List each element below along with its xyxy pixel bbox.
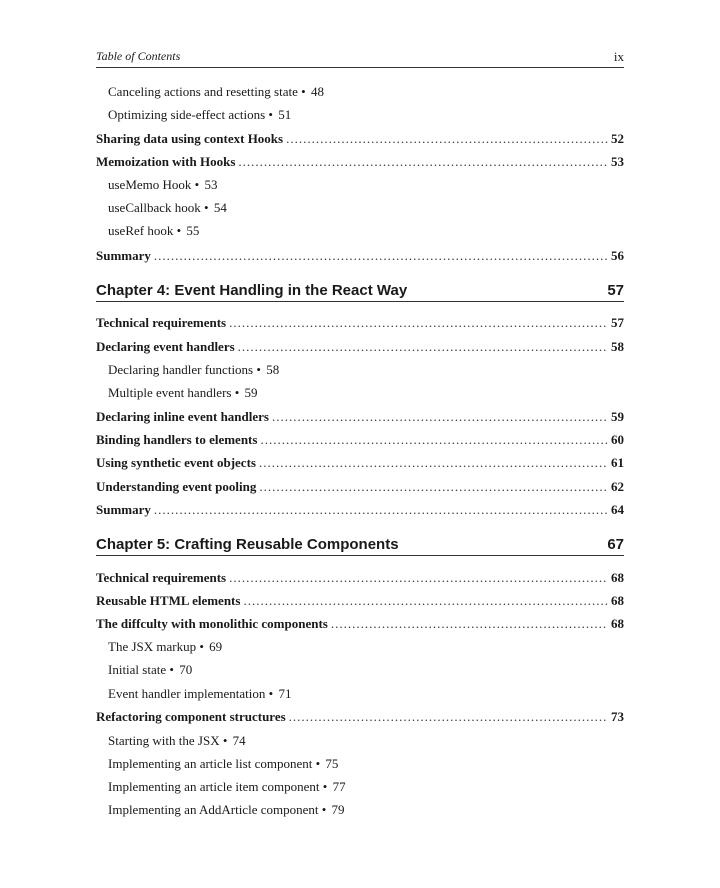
toc-subentry-page: 71 — [278, 686, 292, 701]
bullet-separator: • — [166, 662, 178, 677]
toc-entry-label: Refactoring component structures — [96, 709, 286, 724]
toc-entry[interactable] — [96, 707, 624, 727]
toc-subentry[interactable] — [96, 198, 624, 218]
toc-subentry[interactable] — [96, 82, 624, 102]
dot-leader — [286, 129, 608, 149]
toc-entry[interactable] — [96, 129, 624, 149]
toc-entry[interactable] — [96, 591, 624, 611]
toc-subentry-label: useCallback hook — [108, 200, 201, 215]
toc-entry-label: Sharing data using context Hooks — [96, 131, 284, 146]
toc-subentry-page: 58 — [266, 362, 280, 377]
toc-entry-page: 58 — [611, 339, 624, 354]
toc-entry-label: Understanding event pooling — [96, 479, 257, 494]
toc-subentry[interactable] — [96, 383, 624, 403]
toc-entry-page: 68 — [611, 616, 624, 631]
chapter-title: Chapter 5: Crafting Reusable Components — [96, 536, 399, 553]
toc-subentry-label: Declaring handler functions — [108, 362, 254, 377]
toc-entry[interactable] — [96, 500, 624, 520]
toc-entry-page: 53 — [611, 154, 624, 169]
dot-leader — [154, 500, 608, 520]
toc-subentry[interactable] — [96, 684, 624, 704]
toc-entry-page: 56 — [611, 248, 624, 263]
toc-entry[interactable] — [96, 568, 624, 588]
toc-entry-label: Using synthetic event objects — [96, 455, 256, 470]
toc-subentry-page: 75 — [325, 756, 339, 771]
toc-subentry-label: Multiple event handlers — [108, 385, 232, 400]
toc-entry-page: 59 — [611, 409, 624, 424]
toc-subentry-label: Event handler implementation — [108, 686, 266, 701]
toc-subentry[interactable] — [96, 360, 624, 380]
bullet-separator: • — [265, 686, 277, 701]
toc-entry-page: 60 — [611, 432, 624, 447]
running-header-page-number: ix — [613, 49, 624, 64]
bullet-separator: • — [200, 200, 212, 215]
dot-leader — [289, 707, 608, 727]
toc-subentry[interactable] — [96, 637, 624, 657]
toc-entry-label: Technical requirements — [96, 570, 227, 585]
bullet-separator: • — [265, 107, 277, 122]
toc-subentry-label: Canceling actions and resetting state — [108, 84, 298, 99]
toc-subentry[interactable] — [96, 800, 624, 820]
chapter-title: Chapter 4: Event Handling in the React Way — [96, 282, 408, 299]
toc-entry-page: 62 — [611, 479, 624, 494]
toc-entry-label: Technical requirements — [96, 315, 227, 330]
toc-entry-label: Summary — [96, 502, 151, 517]
toc-entry[interactable] — [96, 614, 624, 634]
chapter-heading[interactable] — [96, 532, 624, 556]
dot-leader — [238, 152, 608, 172]
bullet-separator: • — [318, 802, 330, 817]
toc-subentry-label: Implementing an article list component — [108, 756, 313, 771]
dot-leader — [229, 568, 608, 588]
toc-subentry-label: Implementing an AddArticle component — [108, 802, 319, 817]
toc-entry-page: 52 — [611, 131, 624, 146]
toc-entry-label: Memoization with Hooks — [96, 154, 236, 169]
toc-subentry[interactable] — [96, 221, 624, 241]
toc-entry-page: 57 — [611, 315, 624, 330]
bullet-separator: • — [312, 756, 324, 771]
bullet-separator: • — [297, 84, 309, 99]
toc-entry[interactable] — [96, 430, 624, 450]
running-header-title: Table of Contents — [96, 49, 181, 63]
toc-subentry[interactable] — [96, 105, 624, 125]
toc-subentry-page: 77 — [332, 779, 346, 794]
toc-subentry-label: Optimizing side-effect actions — [108, 107, 266, 122]
toc-entry[interactable] — [96, 337, 624, 357]
toc-subentry[interactable] — [96, 660, 624, 680]
toc-entry[interactable] — [96, 152, 624, 172]
toc-subentry-label: useRef hook — [108, 223, 174, 238]
toc-subentry-label: Initial state — [108, 662, 167, 677]
bullet-separator: • — [253, 362, 265, 377]
bullet-separator: • — [219, 733, 231, 748]
toc-subentry-page: 53 — [204, 177, 218, 192]
toc-entry[interactable] — [96, 453, 624, 473]
toc-subentry-label: useMemo Hook — [108, 177, 192, 192]
chapter-page: 57 — [607, 282, 624, 299]
dot-leader — [238, 337, 608, 357]
toc-entry[interactable] — [96, 477, 624, 497]
dot-leader — [272, 407, 608, 427]
toc-entry-label: Binding handlers to elements — [96, 432, 258, 447]
chapter-page: 67 — [607, 536, 624, 553]
dot-leader — [154, 246, 608, 266]
toc-entry-label: Declaring inline event handlers — [96, 409, 269, 424]
toc-subentry-label: The JSX markup — [108, 639, 197, 654]
toc-entry-page: 64 — [611, 502, 624, 517]
chapter-heading[interactable] — [96, 278, 624, 302]
toc-subentry-page: 55 — [186, 223, 200, 238]
toc-subentry-page: 54 — [213, 200, 227, 215]
toc-entry-page: 61 — [611, 455, 624, 470]
dot-leader — [229, 313, 608, 333]
bullet-separator: • — [173, 223, 185, 238]
toc-subentry-page: 70 — [179, 662, 193, 677]
dot-leader — [259, 477, 608, 497]
toc-subentry-page: 79 — [331, 802, 345, 817]
toc-entry-label: Summary — [96, 248, 151, 263]
toc-subentry-label: Starting with the JSX — [108, 733, 220, 748]
toc-subentry-page: 51 — [278, 107, 292, 122]
bullet-separator: • — [231, 385, 243, 400]
toc-entry-label: The diffculty with monolithic components — [96, 616, 328, 631]
toc-entry[interactable] — [96, 313, 624, 333]
dot-leader — [243, 591, 608, 611]
toc-entry[interactable] — [96, 246, 624, 266]
dot-leader — [331, 614, 608, 634]
toc-subentry-page: 74 — [232, 733, 246, 748]
toc-subentry[interactable] — [96, 175, 624, 195]
toc-entry-page: 73 — [611, 709, 624, 724]
dot-leader — [259, 453, 608, 473]
bullet-separator: • — [319, 779, 331, 794]
toc-entry-label: Reusable HTML elements — [96, 593, 241, 608]
toc-entry-page: 68 — [611, 570, 624, 585]
toc-subentry[interactable] — [96, 754, 624, 774]
toc-entry-page: 68 — [611, 593, 624, 608]
toc-subentry-page: 59 — [244, 385, 258, 400]
toc-subentry-label: Implementing an article item component — [108, 779, 320, 794]
bullet-separator: • — [196, 639, 208, 654]
toc-subentry[interactable] — [96, 777, 624, 797]
toc-subentry-page: 69 — [209, 639, 223, 654]
toc-subentry[interactable] — [96, 731, 624, 751]
toc-entry[interactable] — [96, 407, 624, 427]
bullet-separator: • — [191, 177, 203, 192]
dot-leader — [260, 430, 608, 450]
running-header — [96, 47, 624, 68]
toc-subentry-page: 48 — [310, 84, 324, 99]
toc-entry-label: Declaring event handlers — [96, 339, 235, 354]
